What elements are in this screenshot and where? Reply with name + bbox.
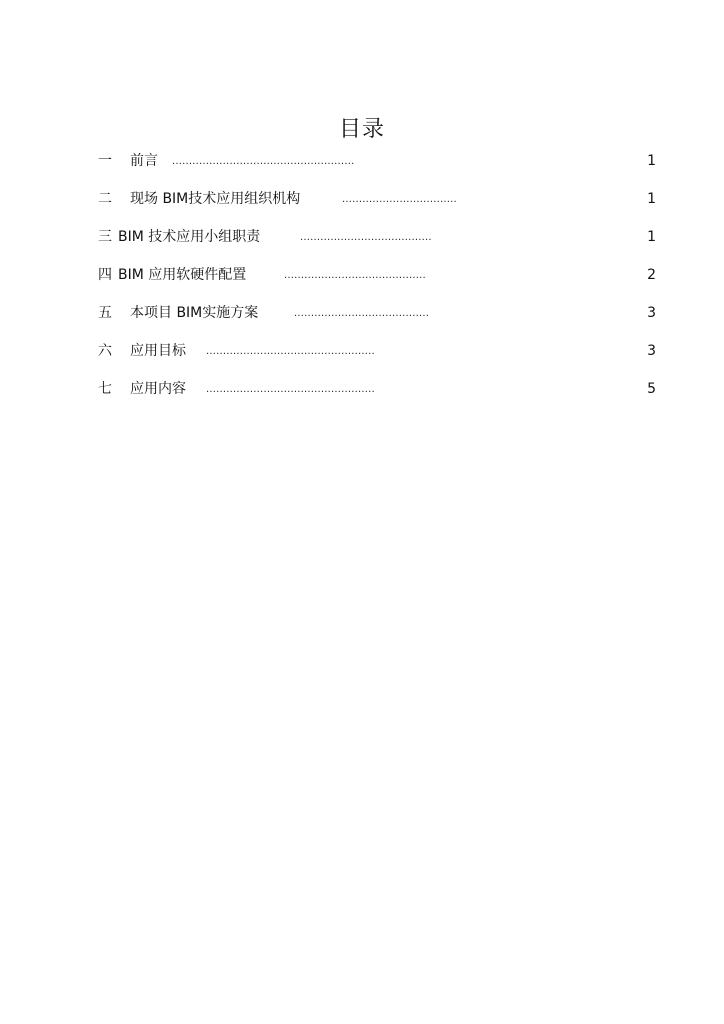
toc-entry-label: BIM 技术应用小组职责 [118, 229, 261, 245]
toc-entry-heading [98, 340, 186, 362]
toc-entry-label: 现场 BIM技术应用组织机构 [130, 191, 301, 207]
toc-title: 目录 [338, 117, 385, 142]
toc-dot-leader: ........................................ [294, 308, 430, 319]
toc-entry-label: BIM 应用软硬件配置 [118, 267, 247, 283]
toc-entry-heading [98, 150, 158, 172]
toc-entry-label: 应用目标 [130, 343, 186, 359]
toc-entry-heading [98, 226, 260, 248]
toc-entry-label: 本项目 BIM实施方案 [130, 305, 259, 321]
toc-entry-number: 四 [98, 267, 112, 283]
toc-entry-number: 三 [98, 229, 112, 245]
toc-entry-number: 六 [98, 343, 112, 359]
table-of-contents [98, 150, 656, 416]
toc-page-number: 5 [647, 381, 656, 397]
toc-dot-leader: ...................................................... [172, 156, 355, 167]
toc-entry-heading [98, 302, 258, 324]
toc-entry[interactable] [98, 302, 656, 340]
toc-page-number: 3 [647, 343, 656, 359]
toc-entry-heading [98, 378, 186, 400]
toc-entry-number: 二 [98, 191, 112, 207]
toc-entry[interactable] [98, 226, 656, 264]
toc-entry[interactable] [98, 264, 656, 302]
toc-entry[interactable] [98, 340, 656, 378]
toc-entry-heading [98, 188, 300, 210]
toc-dot-leader: .................................................. [206, 384, 375, 395]
toc-page-number: 1 [647, 153, 656, 169]
toc-entry-label: 应用内容 [130, 381, 186, 397]
toc-entry[interactable] [98, 150, 656, 188]
toc-entry[interactable] [98, 378, 656, 416]
toc-entry-number: 一 [98, 153, 112, 169]
toc-entry-number: 七 [98, 381, 112, 397]
toc-page-number: 3 [647, 305, 656, 321]
toc-entry-label: 前言 [130, 153, 158, 169]
toc-dot-leader: .................................. [342, 194, 457, 205]
toc-dot-leader: .................................................. [206, 346, 375, 357]
toc-entry-number: 五 [98, 305, 112, 321]
toc-entry-heading [98, 264, 246, 286]
toc-page-number: 1 [647, 229, 656, 245]
toc-dot-leader: .......................................... [284, 270, 426, 281]
toc-entry[interactable] [98, 188, 656, 226]
toc-page-number: 2 [647, 267, 656, 283]
toc-dot-leader: ....................................... [300, 232, 432, 243]
toc-page-number: 1 [647, 191, 656, 207]
